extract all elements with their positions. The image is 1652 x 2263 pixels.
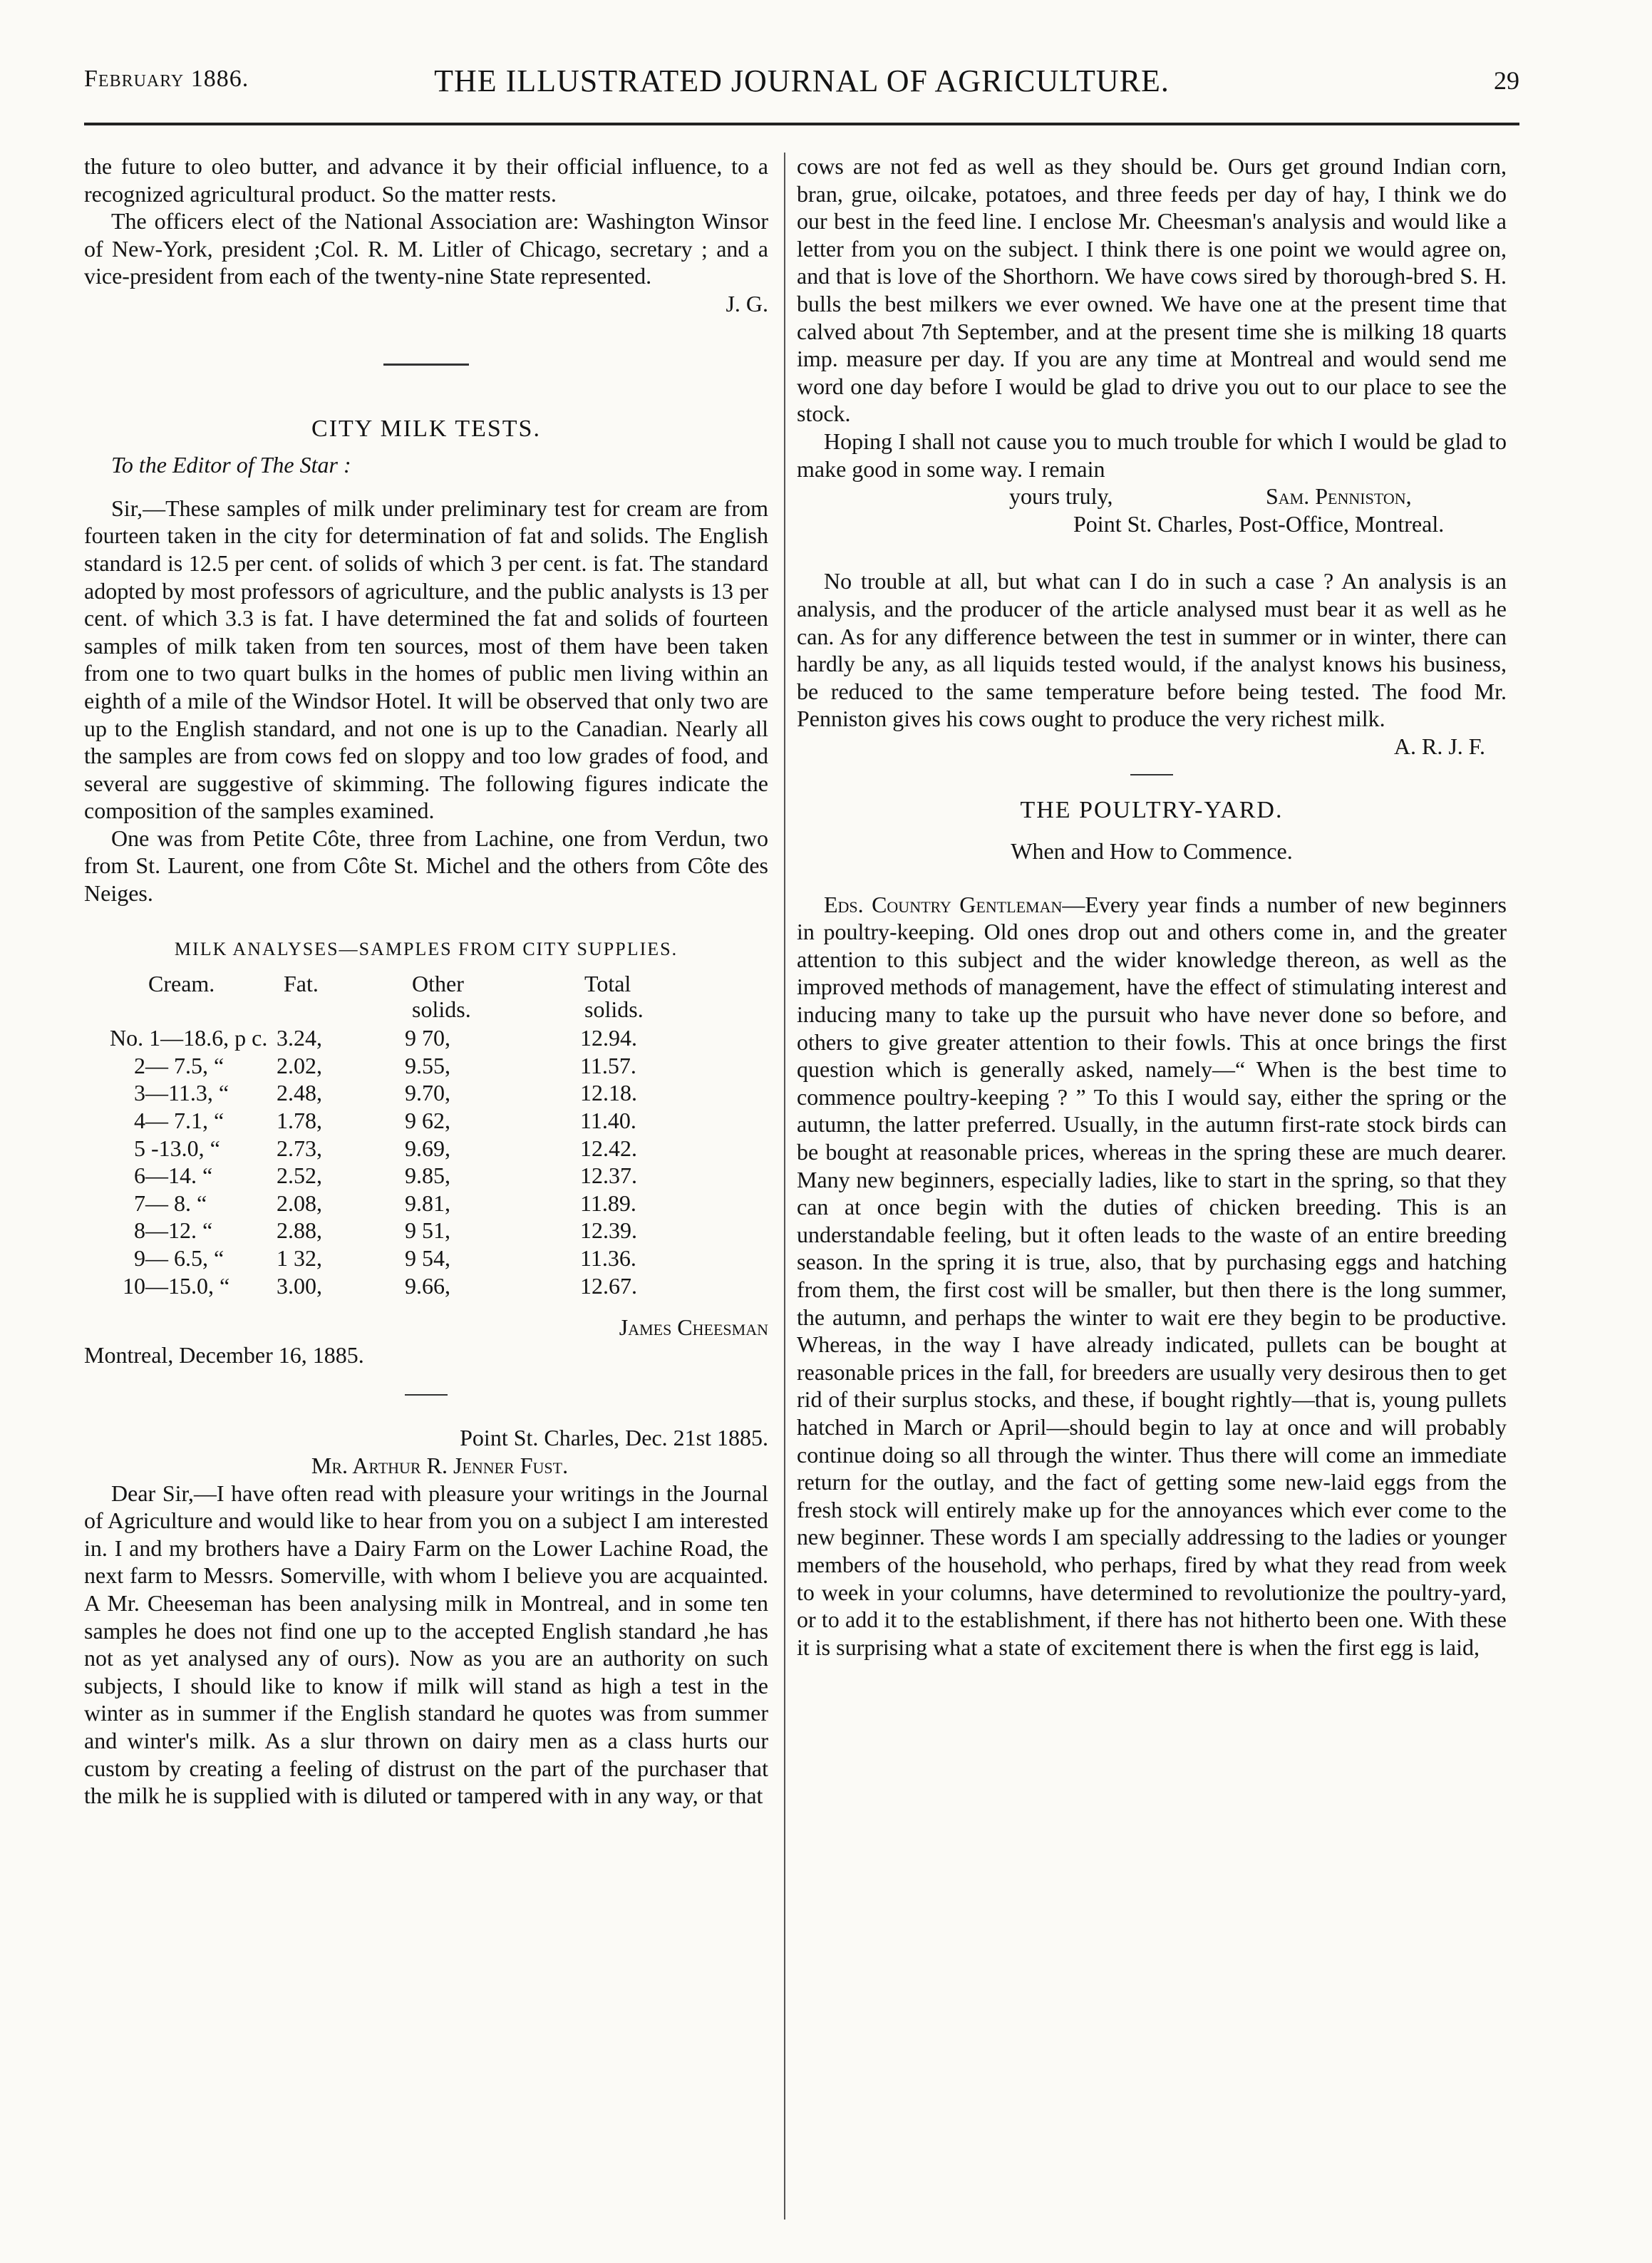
cell-cream: 4— 7.1, “ [134,1108,224,1134]
letter-address: Mr. Arthur R. Jenner Fust. [311,1453,569,1479]
cell-other-solids: 9.55, [405,1052,450,1078]
cell-other-solids: 9 54, [405,1245,450,1272]
col-header-fat: Fat. [284,971,319,997]
column-divider [784,153,785,2220]
col-header-cream: Cream. [148,971,215,997]
section-title-poultry: THE POULTRY-YARD. [1020,797,1284,824]
col-subheader-other: solids. [412,996,471,1023]
cell-cream: 6—14. “ [134,1163,213,1189]
issue-date: February 1886. [84,66,249,92]
cell-fat: 2.02, [277,1052,322,1078]
paragraph-sources: One was from Petite Côte, three from Lachine, one from Verdun, two from St. Laurent, one from Côte St. Michel and the others from Côte des Neiges. [84,825,768,907]
col-subheader-total: solids. [584,996,644,1023]
milk-analysis-table [84,970,768,1326]
cell-fat: 1.78, [277,1108,322,1134]
cell-cream: 3—11.3, “ [134,1080,229,1106]
cell-fat: 2.08, [277,1190,322,1216]
cell-fat: 3.24, [277,1025,322,1051]
cell-cream: 9— 6.5, “ [134,1245,224,1272]
cell-total-solids: 12.37. [580,1163,637,1189]
page-number: 29 [1494,66,1519,95]
table-row [84,1107,768,1135]
to-editor-line: To the Editor of The Star : [111,452,351,478]
cell-cream: 7— 8. “ [134,1190,207,1216]
cell-fat: 2.73, [277,1135,322,1161]
cell-total-solids: 11.89. [580,1190,636,1216]
cell-other-solids: 9 70, [405,1025,450,1051]
right-column [797,153,1507,1661]
paragraph-poultry [797,891,1507,1661]
cell-cream: 2— 7.5, “ [134,1052,224,1078]
table-row [84,1024,768,1052]
table-row [84,1244,768,1272]
table-row [84,1135,768,1163]
cell-total-solids: 12.18. [580,1080,637,1106]
paragraph-hoping: Hoping I shall not cause you to much trouble for which I would be glad to make good in some way. I remain [797,428,1507,482]
section-subtitle-poultry: When and How to Commence. [1011,838,1293,865]
paragraph-reply: No trouble at all, but what can I do in such a case ? An analysis is an analysis, and the producer of the article analysed must bear it as well as he can. As for any difference between the test in summer or in winter, there can hardly be any, as all liquids tested would, if the analyst knows his business, be reduced to the same temperature before being tested. The food Mr. Penniston gives his cows ought to produce the very richest milk. [797,568,1507,732]
cell-other-solids: 9.66, [405,1272,450,1299]
cell-fat: 2.48, [277,1080,322,1106]
table-place-date: Montreal, December 16, 1885. [84,1341,364,1368]
cell-other-solids: 9 62, [405,1108,450,1134]
cell-cream: 8—12. “ [134,1217,213,1244]
section-separator-3 [1130,774,1173,775]
cell-other-solids: 9.70, [405,1080,450,1106]
cell-total-solids: 11.57. [580,1052,636,1078]
col-header-other: Other [412,971,464,997]
left-column [84,153,768,1810]
table-row [84,1272,768,1300]
cell-total-solids: 12.39. [580,1217,637,1244]
table-header-row [84,970,768,998]
table-row [84,1190,768,1217]
cell-total-solids: 12.67. [580,1272,637,1299]
cell-total-solids: 11.40. [580,1108,636,1134]
poultry-lead: Eds. Country Gentleman [824,891,1063,917]
cell-other-solids: 9.69, [405,1135,450,1161]
journal-title: THE ILLUSTRATED JOURNAL OF AGRICULTURE. [434,63,1170,98]
page-header [84,63,1519,111]
paragraph-sir: Sir,—These samples of milk under preliminary test for cream are from fourteen taken in the city for determination of fat and solids. The English standard is 12.5 per cent. of solids of which 3 per cent. is fat. The standard adopted by most professors of agriculture, and the public analysts is 13 per cent. of which 3.3 is fat. I have determined the fat and solids of fourteen samples of milk taken from ten sources, most of them have been taken from one to two quart bulks in the homes of public men living within an eighth of a mile of the Windsor Hotel. It will be observed that only two are up to the English standard, and not one is up to the Canadian. Nearly all the samples are from cows fed on sloppy and too low grades of food, and several are suggestive of skimming. The following figures indicate the composition of the samples examined. [84,495,768,824]
closing-line: yours truly, [1009,483,1113,510]
poultry-body: —Every year finds a number of new beginners in poultry-keeping. Old ones drop out and others come in, and the greater attention to this subject and the wider knowledge thereon, as well as the improved methods of management, have the effect of stimulating interest and inducing many to take up the pursuit who have never done so before, and others to give greater attention to their fowls. This at once brings the first question which is generally asked, namely—“ When is the best time to commence poultry-keeping ? ” To this I would say, either the spring or the autumn, the latter preferred. Usually, in the autumn first-rate stock birds can be bought at reasonable prices, whereas in the spring these are much dearer. Many new beginners, especially ladies, like to start in the spring, so that they can at once begin with the duties of chicken breeding. This is an understandable feeling, but it often leads to the waste of an entire breeding season. In the spring it is true, also, that by purchasing eggs and hatching from them, the first cost will be smaller, but then there is the long summer, the autumn, and perhaps the winter to wait ere they begin to be productive. Whereas, in the way I have already indicated, pullets can be bought at reasonable prices in the fall, for breeders are usually very desirous then to get rid of their surplus stocks, and these, if bought rightly—that is, young pullets hatched in March or April—should begin to lay at once and will probably continue doing so all through the winter. Thus there will come an immediate return for the outlay, and the fact of getting some new-laid eggs from the fresh stock will entirely make up for the annoyances which ever come to the new beginner. These words I am specially addressing to the ladies or younger members of the household, who perhaps, fired by what they read from week to week in your columns, have determined to revolutionize the poultry-yard, or to add it to the establishment, if there has not hitherto been one. With these it is surprising what a state of excitement there is when the first egg is laid, [797,891,1507,1660]
cell-fat: 2.88, [277,1217,322,1244]
section-separator-2 [405,1394,448,1396]
closing-address: Point St. Charles, Post-Office, Montreal. [1073,510,1445,537]
signature-arjf: A. R. J. F. [1393,733,1485,759]
cell-cream: 10—15.0, “ [123,1272,230,1299]
header-rule [84,123,1519,125]
letter-dateline: Point St. Charles, Dec. 21st 1885. [460,1425,768,1451]
closing-name: Sam. Penniston, [1266,483,1412,510]
paragraph-dear-sir: Dear Sir,—I have often read with pleasure your writings in the Journal of Agriculture and would like to hear from you on a subject I am interested in. I and my brothers have a Dairy Farm on the Lower Lachine Road, the next farm to Messrs. Somerville, with whom I believe you are acquainted. A Mr. Cheeseman has been analysing milk in Montreal, and in some ten samples he does not find one up to the accepted English standard ,he has not as yet analysed any of ours). Now as you are an authority on such subjects, I should like to know if milk will stand as high a test in the winter as in summer if the English standard he quotes was from summer and winter's milk. As a slur thrown on dairy men as a class hurts our custom by creating a feeling of distrust on the part of the purchaser that the milk he is supplied with is diluted or tampered with in any way, or that [84,1480,768,1809]
cell-fat: 3.00, [277,1272,322,1299]
table-row [84,1162,768,1190]
cell-other-solids: 9.85, [405,1163,450,1189]
cell-fat: 2.52, [277,1163,322,1189]
paragraph-intro: the future to oleo butter, and advance it by their official influence, to a recognized agricultural product. So the matter rests. [84,153,768,207]
table-signature: James Cheesman [619,1314,768,1341]
table-subheader-row [84,996,768,1024]
table-row [84,1079,768,1107]
cell-other-solids: 9.81, [405,1190,450,1216]
paragraph-continuation: cows are not fed as well as they should be. Ours get ground Indian corn, bran, grue, oilcake, potatoes, and three feeds per day of hay, I think we do our best in the feed line. I enclose Mr. Cheesman's analysis and would like a letter from you on the subject. I think there is one point we would agree on, and that is love of the Shorthorn. We have cows sired by thorough-bred S. H. bulls the best milkers we ever owned. We have one at the present time that calved about 7th September, and at the present time she is milking 18 quarts imp. measure per day. If you are any time at Montreal and would send me word one day before I would be glad to drive you out to our place to see the stock. [797,153,1507,427]
cell-fat: 1 32, [277,1245,322,1272]
paragraph-officers: The officers elect of the National Association are: Washington Winsor of New-York, president ;Col. R. M. Litler of Chicago, secretary ; and a vice-president from each of the twenty-nine State represented. [84,208,768,289]
col-header-total: Total [584,971,631,997]
table-row [84,1217,768,1244]
section-title-milk: CITY MILK TESTS. [311,415,541,442]
table-row [84,1052,768,1080]
section-separator [383,364,469,366]
cell-cream: 5 -13.0, “ [134,1135,220,1161]
cell-total-solids: 12.42. [580,1135,637,1161]
cell-total-solids: 12.94. [580,1025,637,1051]
cell-total-solids: 11.36. [580,1245,636,1272]
signature-jg: J. G. [726,290,768,316]
cell-cream: No. 1—18.6, p c. [110,1025,268,1051]
milk-table-title: MILK ANALYSES—SAMPLES FROM CITY SUPPLIES. [174,938,678,959]
cell-other-solids: 9 51, [405,1217,450,1244]
